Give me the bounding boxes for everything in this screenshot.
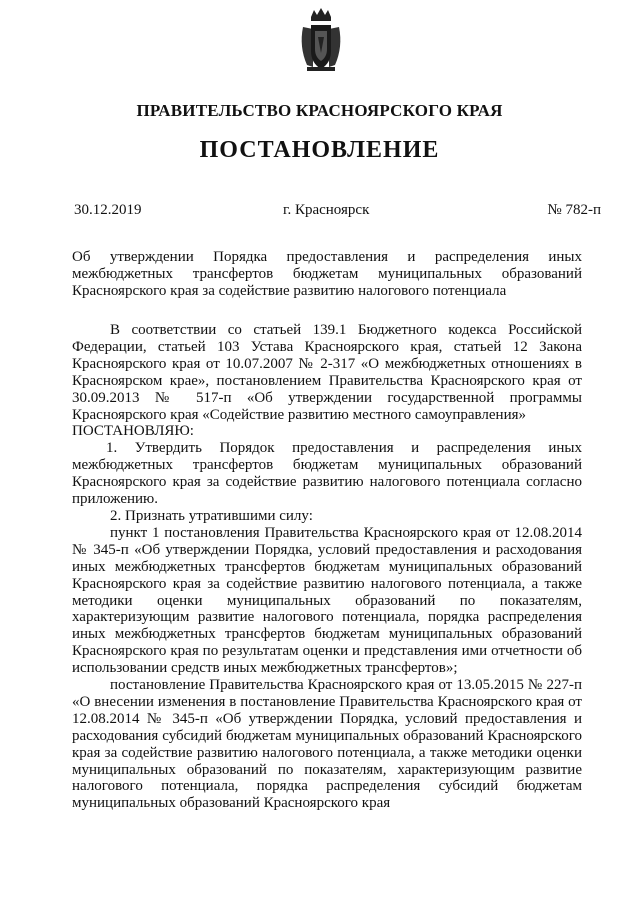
document-type-title: ПОСТАНОВЛЕНИЕ — [199, 137, 440, 163]
item-2a-paragraph: пункт 1 постановления Правительства Красноярского края от 12.08.2014 № 345-п «Об утверждении Порядка, условий предоставления и расходования иных межбюджетных трансфертов бюджетам муниципальных образований Красноярского края за содействие развитию налогового потенциала, а также методики оценки муниципальных образований по показателям, характеризующим развитие налогового потенциала, порядка распределения иных межбюджетных трансфертов бюджетам муниципальных образований Красноярского края по результатам оценки и представления ими отчетности об использовании средств иных межбюджетных трансфертов»; — [72, 524, 582, 677]
document-body — [72, 322, 582, 812]
coat-of-arms-icon — [297, 7, 345, 73]
item-1-paragraph: 1. Утвердить Порядок предоставления и распределения иных межбюджетных трансфертов бюджетам муниципальных образований Красноярского края за содействие развитию налогового потенциала согласно приложению. — [72, 440, 582, 508]
document-subject: Об утверждении Порядка предоставления и распределения иных межбюджетных трансфертов бюджетам муниципальных образований Красноярского края за содействие развитию налогового потенциала — [72, 249, 582, 299]
document-date: 30.12.2019 — [74, 202, 142, 218]
item-2-paragraph: 2. Признать утратившими силу: — [110, 507, 313, 524]
item-2b-paragraph: постановление Правительства Красноярского края от 13.05.2015 № 227-п «О внесении изменения в постановление Правительства Красноярского края от 12.08.2014 № 345-п «Об утверждении Порядка, условий предоставления и расходования субсидий бюджетам муниципальных образований Красноярского края за содействие развитию налогового потенциала, а также методики оценки муниципальных образований по показателям, характеризующим развитие налогового потенциала, порядка распределения субсидий бюджетам муниципальных образований Красноярского края — [72, 677, 582, 812]
government-title: ПРАВИТЕЛЬСТВО КРАСНОЯРСКОГО КРАЯ — [136, 101, 503, 120]
document-number: № 782-п — [547, 202, 601, 218]
document-city: г. Красноярск — [283, 202, 370, 218]
preamble-paragraph: В соответствии со статьей 139.1 Бюджетного кодекса Российской Федерации, статьей 103 Устава Красноярского края, статьей 12 Закона Красноярского края от 10.07.2007 № 2-317 «О межбюджетных отношениях в Красноярском крае», постановлением Правительства Красноярского края от 30.09.2013 № 517-п «Об утверждении государственной программы Красноярского края «Содействие развитию местного самоуправления» — [72, 322, 582, 423]
decree-word: ПОСТАНОВЛЯЮ: — [72, 423, 194, 440]
